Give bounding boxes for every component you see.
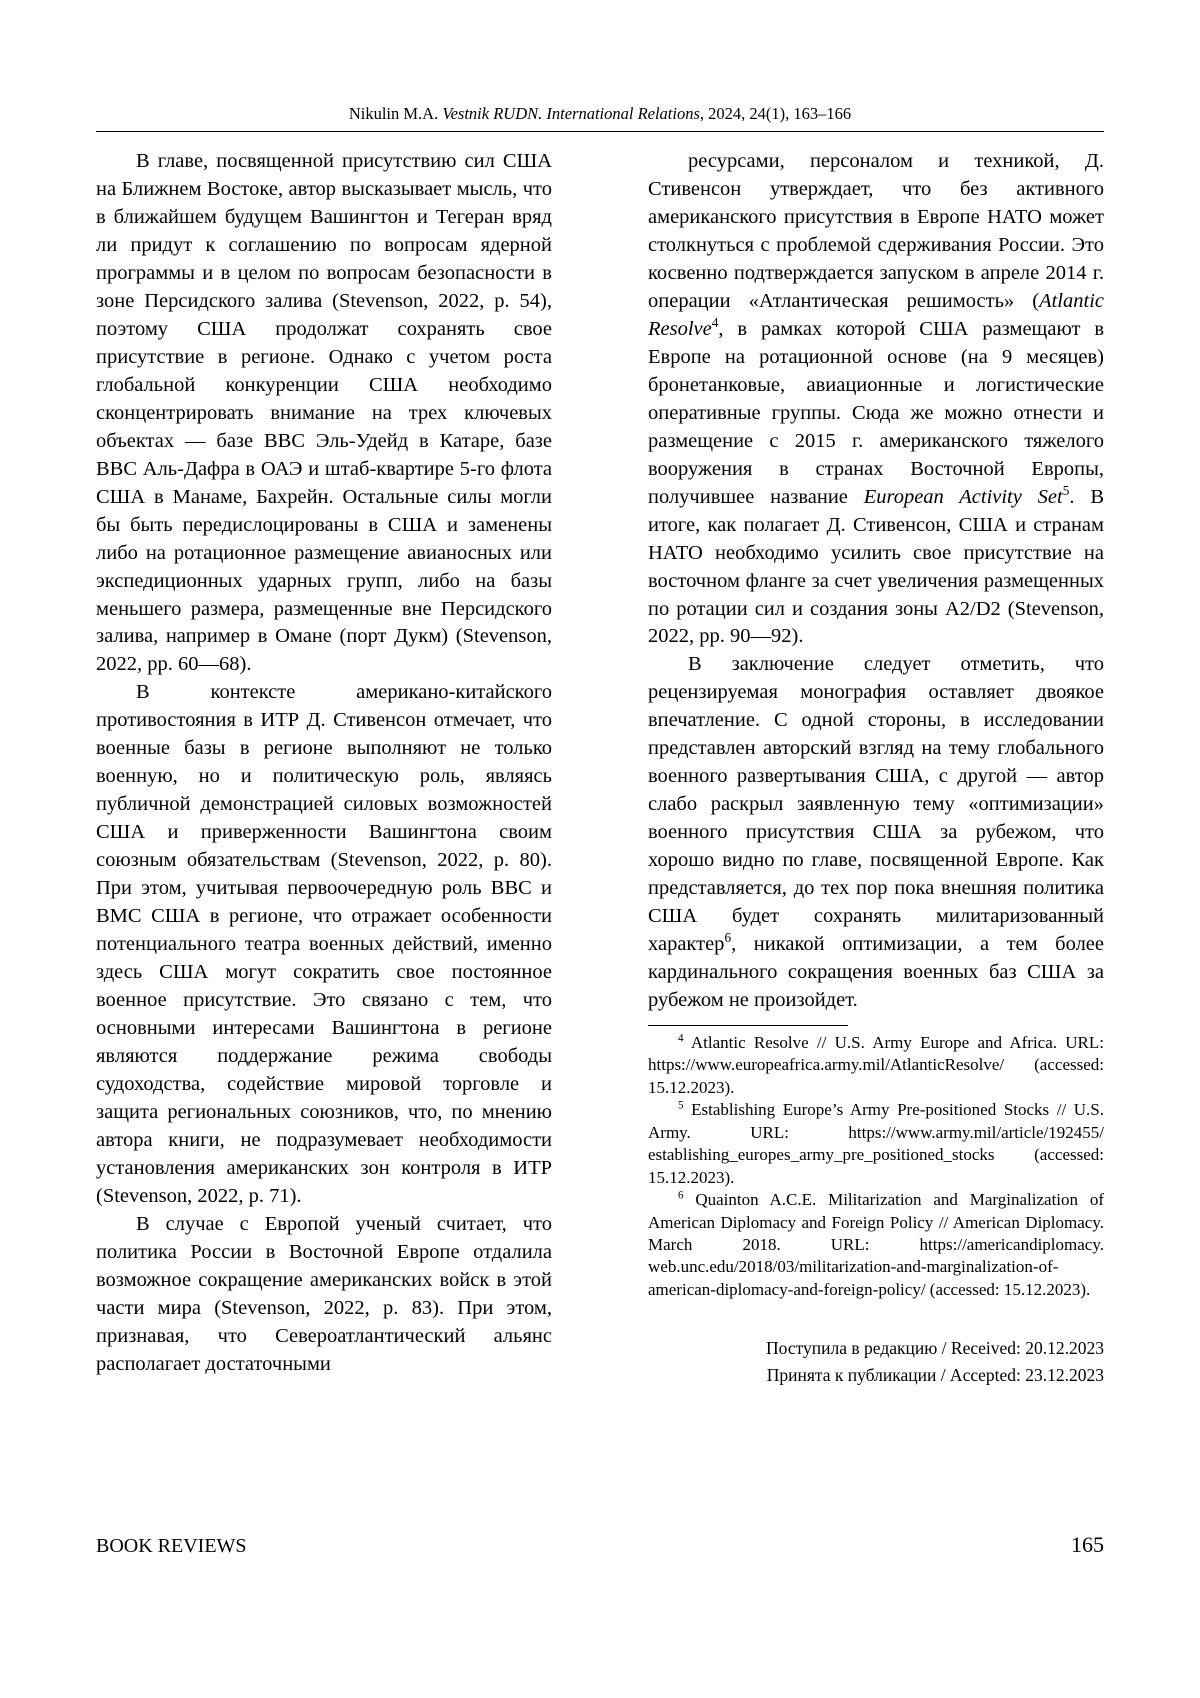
footer-section-label: BOOK REVIEWS <box>96 1535 247 1557</box>
page-footer <box>96 1532 1104 1558</box>
paragraph-text-part: , никакой оптимизации, а тем более кардинального сокращения военных баз США за рубежом не произойдет. <box>648 933 1104 1012</box>
running-head-citation: , 2024, 24(1), 163–166 <box>699 104 852 123</box>
footnote-ref-4: 4 <box>711 314 719 330</box>
footnote-divider <box>648 1025 848 1026</box>
footnote-ref-5: 5 <box>1062 482 1070 498</box>
running-head-author: Nikulin M.A. <box>348 104 443 123</box>
running-head <box>96 104 1104 124</box>
footnote-marker: 6 <box>678 1189 684 1202</box>
footnote-text: Establishing Europe’s Army Pre-positioned Stocks // U.S. Army. URL: https://www.army.mil/article/192455/ establishing_europes_army_pre_positioned_stocks (accessed: 15.12.2023). <box>648 1100 1104 1187</box>
footnote <box>648 1099 1104 1189</box>
term-atlantic-resolve: Atlantic Resolve <box>648 289 1104 340</box>
submission-dates <box>648 1335 1104 1388</box>
date-received: Поступила в редакцию / Received: 20.12.2023 <box>766 1338 1104 1359</box>
footnote-text: Quainton A.C.E. Militarization and Marginalization of American Diplomacy and Foreign Policy // American Diplomacy. March 2018. URL: https://americandiplomacy. web.unc.edu/2018/03/militarization-and-marginalization-of-american-diplomacy-and-foreign-policy/ (accessed: 15.12.2023). <box>648 1190 1105 1299</box>
header-divider <box>96 131 1104 132</box>
right-column <box>648 148 1104 1388</box>
paragraph: В контексте американо-китайского противостояния в ИТР Д. Стивенсон отмечает, что военные базы в регионе выполняют не только военную, но и политическую роль, являясь публичной демонстрацией силовых возможностей США и приверженности Вашингтона своим союзным обязательствам (Stevenson, 2022, p. 80). При этом, учитывая первоочередную роль ВВС и ВМС США в регионе, что отражает особенности потенциального театра военных действий, именно здесь США могут сократить свое постоянное военное присутствие. Это связано с тем, что основными интересами Вашингтона в регионе являются поддержание режима свободы судоходства, содействие мировой торговле и защита региональных союзников, что, по мнению автора книги, не подразумевает необходимости установления американских зон контроля в ИТР (Stevenson, 2022, p. 71). <box>96 681 552 1207</box>
paragraph: В главе, посвященной присутствию сил США на Ближнем Востоке, автор высказывает мысль, что в ближайшем будущем Вашингтон и Тегеран вряд ли придут к соглашению по вопросам ядерной программы и в целом по вопросам безопасности в зоне Персидского залива (Stevenson, 2022, p. 54), поэтому США продолжат сохранять свое присутствие в регионе. Однако с учетом роста глобальной конкуренции США необходимо сконцентрировать внимание на трех ключевых объектах — базе ВВС Эль-Удейд в Катаре, базе ВВС Аль-Дафра в ОАЭ и штаб-квартире 5-го флота США в Манаме, Бахрейн. Остальные силы могли бы быть передислоцированы в США и заменены либо на ротационное размещение авианосных или экспедиционных ударных групп, либо на базы меньшего размера, размещенные вне Персидского залива, например в Омане (порт Дукм) (Stevenson, 2022, pp. 60—68). <box>96 150 552 676</box>
paragraph <box>648 148 1104 651</box>
footnote-ref-6: 6 <box>724 930 732 946</box>
paragraph: В случае с Европой ученый считает, что политика России в Восточной Европе отдалила возможное сокращение американских войск в этой части мира (Stevenson, 2022, p. 83). При этом, признавая, что Североатлантический альянс располагает достаточными <box>96 1212 552 1375</box>
term-european-activity-set: European Activity Set <box>863 485 1063 508</box>
footnote-marker: 4 <box>678 1032 684 1045</box>
paragraph-text-part: , в рамках которой США размещают в Европе на ротационной основе (на 9 месяцев) бронетанковые, авиационные и логистические оперативные группы. Сюда же можно отнести и размещение с 2015 г. американского тяжелого вооружения в странах Восточной Европы, получившее название <box>648 317 1104 508</box>
paragraph <box>648 651 1104 1015</box>
paragraph-text-part: . В итоге, как полагает Д. Стивенсон, США и странам НАТО необходимо усилить свое присутствие на восточном фланге за счет увеличения размещенных по ротации сил и создания зоны A2/D2 (Stevenson, 2022, pp. 90—92). <box>648 485 1104 648</box>
paragraph-text-part: ресурсами, персоналом и техникой, Д. Стивенсон утверждает, что без активного американского присутствия в Европе НАТО может столкнуться с проблемой сдерживания России. Это косвенно подтверждается запуском в апреле 2014 г. операции «Атлантическая решимость» ( <box>648 150 1104 312</box>
left-column <box>96 148 552 1379</box>
text-columns <box>96 148 1104 1478</box>
footnote-marker: 5 <box>678 1099 684 1112</box>
paragraph-text-part: В заключение следует отметить, что рецензируемая монография оставляет двоякое впечатление. С одной стороны, в исследовании представлен авторский взгляд на тему глобального военного развертывания США, с другой — автор слабо раскрыл заявленную тему «оптимизации» военного присутствия США за рубежом, что хорошо видно по главе, посвященной Европе. Как представляется, до тех пор пока внешняя политика США будет сохранять милитаризованный характер <box>648 653 1104 956</box>
footnote <box>648 1032 1104 1099</box>
footnote-text: Atlantic Resolve // U.S. Army Europe and Africa. URL: https://www.europeafrica.army.mil/AtlanticResolve/ (accessed: 15.12.2023). <box>648 1033 1104 1097</box>
date-accepted: Принята к публикации / Accepted: 23.12.2023 <box>766 1364 1104 1385</box>
running-head-journal: Vestnik RUDN. International Relations <box>442 104 700 123</box>
page-number: 165 <box>1071 1532 1104 1557</box>
footnote <box>648 1189 1104 1301</box>
